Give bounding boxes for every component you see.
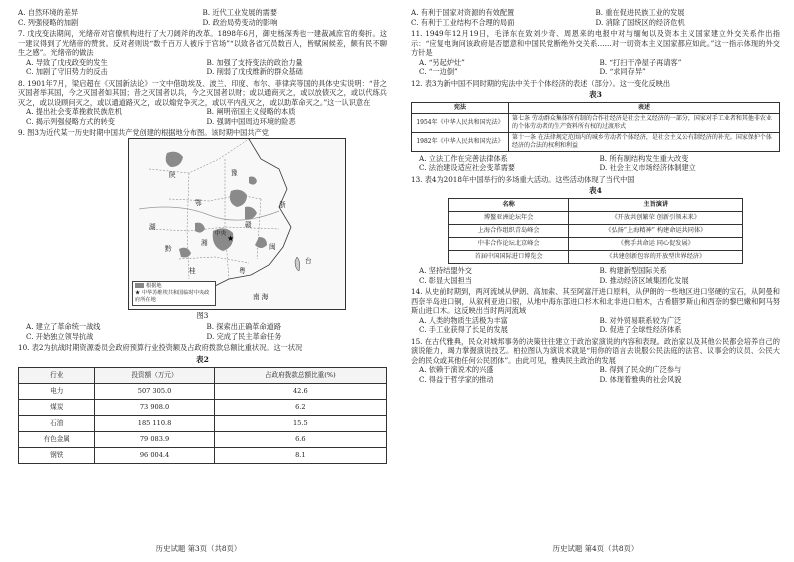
table-cell: 石油 [19,415,95,431]
table-cell: 电力 [19,383,95,399]
option: C. 手工业获得了长足的发展 [419,325,508,335]
option: C. 开始独立领导抗战 [26,331,94,341]
base-area [166,151,183,166]
taiwan-island [295,257,300,271]
table-row [448,225,742,238]
option: D. 促进了全球性经济体系 [599,325,682,335]
option: A. 坚持结盟外交 [419,266,472,276]
map-legend [132,281,216,305]
map-capital-label: 中央 [215,230,227,237]
option: C. 法治建设适应社会变革需要 [419,163,516,173]
table-caption: 表3 [589,90,602,99]
option: B. 构建新型国际关系 [599,266,667,276]
option: D. 社会主义市场经济体制建立 [599,163,696,173]
option: B. 得到了民众的广泛参与 [599,365,682,375]
table-cell: 煤炭 [19,399,95,415]
table-cell: 上海合作组织青岛峰会 [448,225,569,238]
table-3 [411,102,780,152]
table-header-cell: 主旨演讲 [569,199,743,212]
map-region-label: 陕 [169,170,176,179]
table-header-row [448,199,742,212]
table-header-cell: 表述 [509,103,780,114]
option: D. “求同存异” [599,67,646,76]
question-15-stem: 15. 在古代雅典，民众对城邦事务的决策往往建立于政治家演说的内容和表现。政治家以及其他公民都会培养自己的演说能力，竭力掌握演说技艺。柏拉图认为演说术就是“用你的语言去说服公民法庭的法官、议事会的议员、公民大会的民众或其他任何公民团体”。由此可见，雅典民主政治的发展 [411,336,780,365]
option: A. 立法工作在完善法律体系 [419,153,508,163]
option: B. 加强了支持变法的政治力量 [206,57,303,67]
option: C. 有利于工业结构不合理的局面 [411,17,515,27]
option: C. 揭示列强侵略方式的转变 [26,116,115,126]
table-cell: 《共建创新包容的开放型世界经济》 [569,251,743,264]
table-cell: 1982年《中华人民共和国宪法》 [412,132,509,151]
table-header-cell: 行业 [19,367,95,383]
option: D. 完成了民主革命任务 [206,331,282,341]
map-region-label: 豫 [231,168,238,177]
option: A. 提出社会变革挽救民族危机 [26,107,123,116]
question-8-stem: 8. 1901年7月，梁启超在《灭国新法论》一文中借助埃及、波兰、印度、布尔、菲律宾等国的具体史实说明：“昔之灭国者举其国，今之灭国者如其国；昔之灭国者以兵，今之灭国者以财；或以通商灭之，或以放债灭之，或以代练兵灭之，或以设顾问灭之，或以通道路灭之，或以煽党争灭之，或以平内乱灭之，或以助革命灭之。”这一认识意在 [18,78,387,107]
table-row [448,238,742,251]
table-cell: 42.6 [214,383,386,399]
map-region-label: 湖 [149,222,156,231]
option: B. “打扫干净屋子再请客” [599,57,682,67]
map-region-label: 闽 [269,242,276,251]
question-13-stem: 13. 表4为2018年中国举行的多场重大活动。这些活动体现了当代中国 [411,174,635,184]
table-cell: 1954年《中华人民共和国宪法》 [412,113,509,132]
table-row [412,113,780,132]
table-header-row [412,103,780,114]
option: D. 政治局势变动的影响 [202,17,278,27]
option: B. 探索出正确革命道路 [206,322,282,331]
option: D. 削弱了戊戌维新的群众基础 [206,67,303,76]
legend-swatch [135,283,144,288]
question-12-stem: 12. 表3为新中国不同时期的宪法中关于个体经济的表述（部分）。这一变化反映出 [411,78,671,88]
table-row [448,251,742,264]
table-cell: 有色金属 [19,431,95,447]
table-cell: 《开放共创繁荣 创新引领未来》 [569,212,743,225]
option: A. 导致了戊戌政变的发生 [26,57,108,67]
question-9-stem: 9. 图3为近代某一历史时期中国共产党创建的根据地分布图。该时期中国共产党 [18,128,269,137]
base-area [179,247,191,257]
table-cell: 《弘扬“上海精神” 构建命运共同体》 [569,225,743,238]
base-area [230,189,247,206]
page-footer: 历史试题 第3页（共8页） [155,544,242,554]
base-area-map [128,138,346,310]
table-cell: 15.5 [214,415,386,431]
star-icon: ★ [135,290,141,296]
option: A. 有利于国家对资源的有效配置 [411,8,515,17]
base-area [255,237,267,248]
table-cell: 73 908.0 [95,399,214,415]
star-icon: ★ [227,233,235,243]
table-cell: 《携手共命运 同心促发展》 [569,238,743,251]
table-cell: 中非合作论坛北京峰会 [448,238,569,251]
map-sea-label: 南 海 [253,292,269,301]
base-area [195,222,205,232]
option: A. 建立了革命统一战线 [26,322,101,331]
option: A. 人类的物质生活极为丰富 [419,315,508,325]
map-region-label: 粤 [239,266,246,275]
table-cell: 首届中国国际进口博览会 [448,251,569,264]
table-row [448,212,742,225]
table-cell: 96 004.4 [95,447,214,463]
table-caption: 表4 [589,186,602,196]
table-header-cell: 宪法 [412,103,509,114]
option: D. 推动经济区域集团化发展 [599,275,689,285]
table-cell: 6.2 [214,399,386,415]
map-region-label: 桂 [189,266,196,275]
option: B. 对外贸易联系较为广泛 [599,315,682,325]
question-7-stem: 7. 戊戌变法期间，光绪帝对官僚机构进行了大刀阔斧的改革。1898年6月，御史杨深秀也一建裁减庶官的奏折。这一建议得到了光绪帝的赞赏。反对者则说“数千百万人被斥于官场”“以致各省冗员数百人，皆赋闲候差，颇有民不聊生之感”。光绪帝的做法 [18,29,387,57]
option: C. 加剧了守旧势力的反击 [26,67,108,76]
map-region-label: 黔 [165,244,172,253]
table-row [19,431,387,447]
river [139,207,279,220]
table-row [412,132,780,151]
question-10-stem: 10. 表2为抗战时期资源委员会政府预算行业投资额及占政府拨款总额比重状况。这一状况 [18,343,303,352]
map-region-label: 赣 [245,220,252,229]
option: B. 阐明帝国主义侵略的本质 [206,107,296,116]
base-area [245,206,257,219]
option: D. 消除了国统区的经济危机 [595,17,685,27]
table-row [19,383,387,399]
option: C. 得益于哲学家的推动 [419,374,494,384]
map-region-label: 浙 [279,200,286,209]
table-header-cell: 名称 [448,199,569,212]
table-cell: 6.6 [214,431,386,447]
table-header-cell: 投资额（万元） [95,367,214,383]
option: B. 重在促进民族工业的发展 [595,8,685,17]
table-cell: 博鳌亚洲论坛年会 [448,212,569,225]
map-island-label: 台 [305,256,312,265]
option: D. 体现着雅典的社会风貌 [599,374,682,384]
option: C. “一边倒” [419,67,458,76]
table-header-row [19,367,387,383]
table-4 [448,198,743,264]
question-11-stem: 11. 1949年12月19日，毛泽东在致刘少奇、周恩来的电报中对与缅甸以及资本主义国家建立外交关系作出指示：“应复电询问该政府是否愿意和中国民党断绝外交关系……对一切资本主义国家都应如此。”这一指示体现的外交方针是 [411,29,780,57]
table-cell: 第七条 劳动群众集体所有制的合作社经济是社会主义经济的一部分，国家对手工业者和其他非农业的个体劳动者的生产资料所有权的过渡形式 [509,113,780,132]
table-cell: 79 083.9 [95,431,214,447]
top-options-row-2 [18,18,387,28]
table-cell: 185 110.8 [95,415,214,431]
option: B. 所有制结构发生重大改变 [599,153,689,163]
table-caption: 表2 [196,354,209,364]
option: A. 自然环境的差异 [18,8,79,17]
table-cell: 8.1 [214,447,386,463]
legend-label: 中华苏维埃共和国临时中央政府所在地 [135,290,210,303]
page-footer: 历史试题 第4页（共8页） [552,544,639,554]
table-cell: 第十一条 在法律规定范围内的城乡劳动者个体经济，是社会主义公有制经济的补充。国家保护个体经济的合法的权利和利益 [509,132,780,151]
table-header-cell: 占政府拨款总额比重(%) [214,367,386,383]
table-cell: 507 305.0 [95,383,214,399]
question-14-stem: 14. 从史前时期到，两河流域从伊朗、高加索、其至阿富汗进口原料，从伊朗的一些地区进口坚硬的宝石，从阿曼和西奈半岛进口铜，从叙利亚进口银，从地中海东部进口杉木和北非进口柏木，古希腊罗斯山和西奈的黎巴嫩和阿马努斯山进口木。这反映出当时两河流域 [411,287,780,316]
option: A. “另起炉灶” [419,57,465,67]
table-2 [18,367,387,464]
map-region-label: 湘 [201,238,208,247]
figure-caption: 图3 [196,310,209,320]
option: C. 列强侵略的加剧 [18,17,79,27]
map-region-label: 鄂 [195,198,202,207]
option: C. 彰显大国担当 [419,275,472,285]
right-page [397,0,794,562]
table-row [19,447,387,463]
legend-label: 根据地 [146,283,162,290]
table-cell: 钢铁 [19,447,95,463]
option: A. 依赖于演说术的兴盛 [419,365,494,375]
option: B. 近代工业发展的需要 [202,8,278,17]
table-row [19,415,387,431]
table-row [19,399,387,415]
top-options-row-1 [18,8,387,18]
option: D. 强调中国周边环境的险恶 [206,116,296,126]
base-area [249,176,257,184]
